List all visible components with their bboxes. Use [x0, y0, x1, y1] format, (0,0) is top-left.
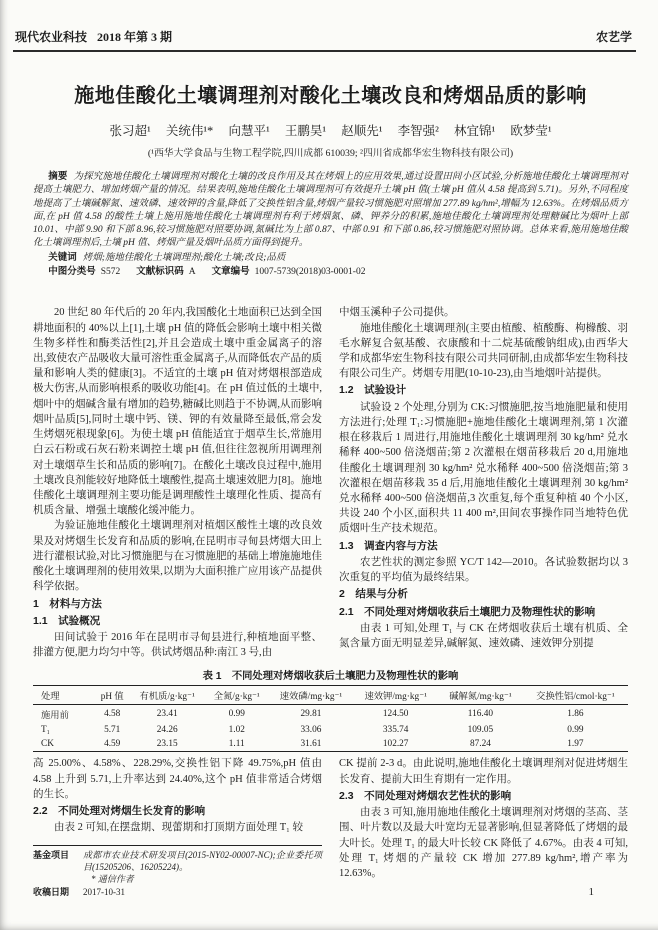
table-cell: CK — [41, 739, 54, 750]
masthead-left — [15, 28, 182, 45]
table-cell: 施用前 — [41, 711, 69, 722]
table-cell: 29.81 — [300, 709, 322, 720]
abstract-text: 为探究施地佳酸化土壤调理剂对酸化土壤的改良作用及其在烤烟上的应用效果,通过设置田间小区试验,分析施地佳酸化土壤调理剂对提高土壤肥力、增加烤烟产量的情况。结果表明,施地佳酸化土壤调理剂可有效提升土壤 pH 值(土壤 pH 值从 4.58 提高到 5.71)。另外,不同程度地提高了土壤碱解氮、速效磷、速效钾的含量,降低了交换性铝含量,烤烟产量较习惯施肥对照增加 277.89 kg/hm²,增幅为 12.63%。在烤烟品质方面,在 pH 值 4.58 的酸性土壤上施用施地佳酸化土壤调理剂有利于烤烟氮、磷、钾养分的积累,施地佳酸化土壤调理剂处理糖碱比为烟叶上部 10.01、中部 9.90 和下部 8.96,较习惯施肥对照要协调,氮碱比为上部 0.87、中部 0.91 和下部 0.86,较习惯施肥对照协调。总体来看,施用施地佳酸化土壤调理剂后,土壤 pH 值、烤烟产量及烟叶品质方面得到提升。 — [33, 172, 628, 249]
section-heading-2-3: 2.3 不同处理对烤烟农艺性状的影响 — [339, 789, 512, 802]
abstract-paragraph — [33, 170, 628, 251]
table-cell: 335.74 — [382, 725, 409, 736]
table-cell: 23.15 — [156, 739, 178, 750]
meta-line — [33, 265, 628, 279]
body-paragraph: 中烟玉溪种子公司提供。 — [339, 307, 455, 319]
table-header-cell: pH 值 — [95, 686, 129, 705]
footnote-rule — [33, 845, 322, 846]
received-line — [33, 886, 322, 898]
right-column-top — [339, 305, 628, 660]
fund-line — [33, 849, 322, 874]
clc-label: 中图分类号 — [48, 266, 96, 278]
affiliation: (¹西华大学食品与生物工程学院,四川成都 610039; ²四川省成都华宏生物科技有限公司) — [147, 148, 514, 159]
table-cell: 124.50 — [382, 709, 409, 720]
table-cell: 109.05 — [467, 725, 494, 736]
author: 关统伟¹* — [165, 124, 214, 138]
body-paragraph: CK 提前 2-3 d。由此说明,施地佳酸化土壤调理剂对促进烤烟生长发育、提前大田生育期有一定作用。 — [339, 758, 628, 785]
section-heading-1-3: 1.3 调查内容与方法 — [339, 539, 438, 552]
table-cell: 102.27 — [382, 739, 409, 750]
table-cell: 5.71 — [104, 725, 121, 736]
article-id-label: 文章编号 — [211, 266, 250, 278]
body-paragraph: 由表 1 可知,处理 T₁ 与 CK 在烤烟收获后土壤有机质、全氮含量方面无明显差异,碱解氮、速效磷、速效钾分别提 — [339, 622, 628, 649]
section-heading-2: 2 结果与分析 — [339, 588, 408, 601]
received-date: 2017-10-31 — [83, 886, 125, 897]
table-header-cell: 全氮/g·kg⁻¹ — [205, 686, 269, 705]
author: 张习超¹ — [109, 124, 151, 138]
left-column-top — [33, 305, 322, 660]
body-paragraph: 由表 3 可知,施用施地佳酸化土壤调理剂对烤烟的茎高、茎围、叶片数以及最大叶宽均无显著影响,但显著降低了烤烟的最大叶长。处理 T₁ 的最大叶长较 CK 降低了 4.67%。由表 4 可知,处理 T₁ 烤烟的产量较 CK 增加 277.89 kg/hm²,增产率为 12.63%。 — [339, 807, 628, 879]
author-line — [33, 121, 628, 139]
table-cell: 116.40 — [467, 709, 494, 720]
table-row — [33, 723, 628, 737]
page-number: 1 — [588, 886, 594, 898]
body-columns-bottom — [33, 756, 628, 898]
table-header-cell: 有机质/g·kg⁻¹ — [129, 686, 205, 705]
corresponding-author-note: * 通信作者 — [91, 874, 134, 885]
table-cell: 1.97 — [567, 739, 584, 750]
table-header-cell: 处理 — [33, 686, 95, 705]
article-title: 施地佳酸化土壤调理剂对酸化土壤改良和烤烟品质的影响 — [74, 85, 587, 107]
table-cell: 24.26 — [156, 725, 178, 736]
author: 欧梦莹¹ — [510, 124, 552, 138]
section-heading-1: 1 材料与方法 — [33, 597, 102, 610]
journal-name: 现代农业科技 — [15, 30, 88, 44]
table-header-row — [33, 686, 628, 705]
table-cell: 33.06 — [300, 725, 322, 736]
abstract-block — [33, 170, 628, 279]
table-header-cell: 速效钾/mg·kg⁻¹ — [353, 686, 438, 705]
table-row — [33, 737, 628, 752]
footnote-block — [33, 845, 322, 899]
masthead — [15, 28, 632, 45]
author: 李智强² — [397, 124, 439, 138]
table-cell: 0.99 — [567, 725, 584, 736]
doc-code-value: A — [188, 267, 196, 278]
section-label: 农艺学 — [595, 30, 632, 44]
table1 — [33, 685, 628, 752]
keywords-line — [33, 251, 628, 265]
table-cell: 87.24 — [469, 739, 491, 750]
table1-caption: 表 1 不同处理对烤烟收获后土壤肥力及物理性状的影响 — [202, 671, 459, 683]
body-paragraph: 为验证施地佳酸化土壤调理剂对植烟区酸性土壤的改良效果及对烤烟生长发育和品质的影响,在昆明市寻甸县烤烟大田上进行灌根试验,对比习惯施肥与在习惯施肥的基础上增施施地佳酸化土壤调理剂的使用效果,以期为大面积推广应用该产品提供科学依据。 — [33, 520, 322, 593]
masthead-rule — [13, 50, 636, 52]
body-paragraph: 农艺性状的测定参照 YC/T 142—2010。各试验数据均以 3 次重复的平均值为最终结果。 — [339, 556, 628, 584]
author: 向慧平¹ — [228, 124, 270, 138]
table-header-cell: 碱解氮/mg·kg⁻¹ — [438, 686, 523, 705]
abstract-label: 摘要 — [48, 171, 68, 182]
section-heading-2-1: 2.1 不同处理对烤烟收获后土壤肥力及物理性状的影响 — [339, 605, 596, 618]
table1-block — [33, 667, 628, 752]
received-label: 收稿日期 — [33, 886, 70, 897]
keywords-text: 烤烟;施地佳酸化土壤调理剂;酸化土壤;改良;品质 — [82, 252, 286, 263]
body-paragraph: 20 世纪 80 年代后的 20 年内,我国酸化土地面积已达到全国耕地面积的 40%以上[1],土壤 pH 值的降低会影响土壤中相关微生物多样性和酶类活性[2],并且会造成土壤中重金属离子的溶出,致使农产品吸收大量可溶性重金属离子,从而降低农产品的质量和影响人类的健康[3]。不适宜的土壤 pH 值对烤烟根部造成极大伤害,从而影响根系的吸收功能[4]。在 pH 值过低的土壤中,烟叶中的烟碱含量有增加的趋势,糖碱比则趋于不协调,从而影响烟叶品质[5],同时土壤中钙、镁、钾的有效量降至最低,常会发生烤烟死根现象[6]。为使土壤 pH 值能适宜于烟草生长,常施用白云石粉或石灰石粉来调控土壤 pH 值,但往往忽视所用调理剂对土壤烟草生长和品质的影响[7]。在酸化土壤改良过程中,施用土壤改良剂能较好地降低土壤酸性,提高土壤速效肥力[8]。施地佳酸化土壤调理剂主要功能是调理酸性土壤理化性质、提高有机质含量、增强土壤酸化缓冲能力。 — [33, 307, 322, 517]
table-cell: 23.41 — [156, 709, 178, 720]
author: 赵顺先¹ — [341, 124, 383, 138]
fund-label: 基金项目 — [33, 849, 70, 860]
article-id-value: 1007-5739(2018)03-0001-02 — [254, 267, 366, 278]
section-heading-1-2: 1.2 试验设计 — [339, 384, 407, 397]
body-paragraph: 由表 2 可知,在摆盘期、现蕾期和打顶期方面处理 T₁ 较 — [54, 822, 303, 834]
body-paragraph: 试验设 2 个处理,分别为 CK:习惯施肥,按当地施肥量和使用方法进行;处理 T₁:习惯施肥+施地佳酸化土壤调理剂,第 1 次灌根在移栽后 1 周进行,用施地佳酸化土壤调理剂 30 kg/hm² 兑水稀释 400~500 倍浇烟苗;第 2 次灌根在烟苗移栽后 20 d,用施地佳酸化土壤调理剂 30 kg/hm² 兑水稀释 400~500 倍浇烟苗;第 3 次灌根在烟苗移栽 35 d 后,用施地佳酸化土壤调理剂 30 kg/hm² 兑水稀释 400~500 倍浇烟苗,3 次重复,每个重复种植 40 个小区,共设 240 个小区,面积共 11 400 m²,田间农事操作同当地特色优质烟叶生产技术规范。 — [339, 401, 628, 535]
issue-label: 2018 年第 3 期 — [97, 30, 173, 44]
keywords-label: 关键词 — [48, 251, 77, 263]
doc-code-label: 文献标识码 — [136, 266, 184, 278]
table-cell: 31.61 — [300, 739, 322, 750]
section-heading-1-1: 1.1 试验概况 — [33, 614, 101, 627]
table-cell: 1.02 — [228, 725, 245, 736]
clc-value: S572 — [100, 267, 121, 278]
table-cell: T₁ — [41, 725, 50, 736]
table-header-cell: 交换性铝/cmol·kg⁻¹ — [523, 686, 628, 705]
body-paragraph: 田间试验于 2016 年在昆明市寻甸县进行,种植地面平整、排灌方便,肥力均匀中等。供试烤烟品种:南江 3 号,由 — [33, 631, 322, 659]
body-paragraph: 高 25.00%、4.58%、228.29%,交换性铝下降 49.75%,pH 值由 4.58 上升到 5.71,上升率达到 24.40%,这个 pH 值非常适合烤烟的生长。 — [33, 758, 322, 800]
table-cell: 1.11 — [228, 739, 245, 750]
table-cell: 4.58 — [104, 709, 121, 720]
table-cell: 1.86 — [567, 709, 584, 720]
left-column-bottom — [33, 756, 322, 898]
table-header-cell: 速效磷/mg·kg⁻¹ — [269, 686, 354, 705]
author: 王鹏昊¹ — [284, 124, 327, 138]
author: 林宜锦¹ — [453, 124, 496, 138]
table-row — [33, 705, 628, 724]
table-cell: 0.99 — [228, 709, 245, 720]
section-heading-2-2: 2.2 不同处理对烤烟生长发育的影响 — [33, 805, 206, 818]
body-columns-top — [33, 305, 628, 660]
table-cell: 4.59 — [104, 739, 121, 750]
body-paragraph: 施地佳酸化土壤调理剂(主要由植酸、植酸酶、枸橼酸、羽毛水解复合氨基酸、衣康酸和十二烷基硫酸钠组成),由西华大学和成都华宏生物科技有限公司共同研制,由成都华宏生物科技有限公司生产。烤烟专用肥(10-10-23),由当地烟叶站提供。 — [339, 322, 628, 380]
fund-text: 成都市农业技术研发项目(2015-NY02-00007-NC);企业委托项目(15205206、16205224)。 — [83, 849, 322, 872]
right-column-bottom — [339, 756, 628, 898]
